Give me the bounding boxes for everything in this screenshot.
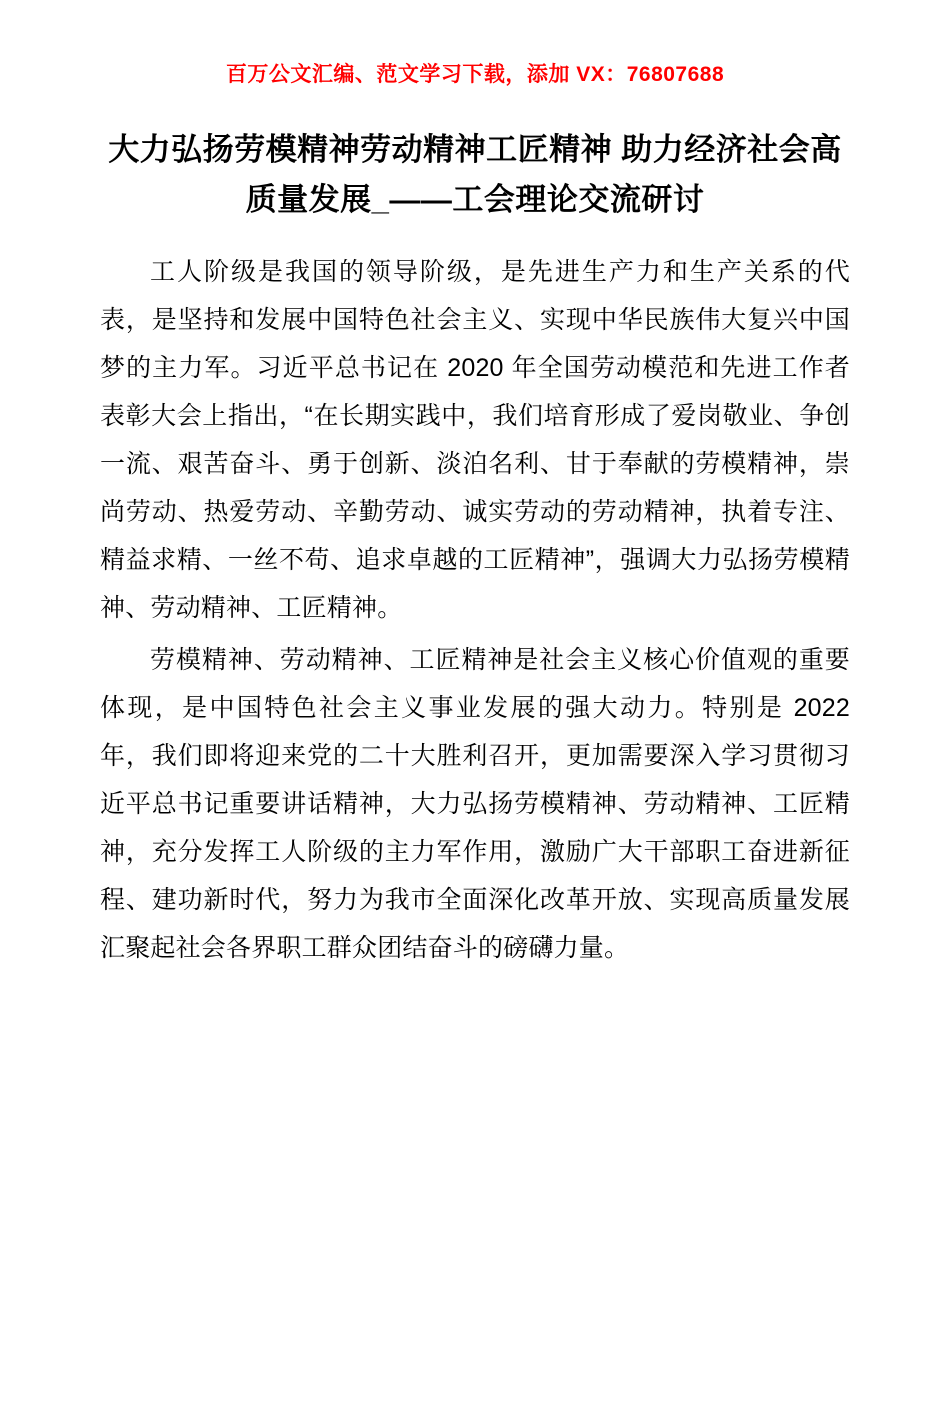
document-page [0, 62, 950, 1406]
document-body [100, 248, 850, 972]
paragraph: 劳模精神、劳动精神、工匠精神是社会主义核心价值观的重要体现，是中国特色社会主义事业发展的强大动力。特别是 2022 年，我们即将迎来党的二十大胜利召开，更加需要深入学习贯彻习近平总书记重要讲话精神，大力弘扬劳模精神、劳动精神、工匠精神，充分发挥工人阶级的主力军作用，激励广大干部职工奋进新征程、建功新时代，努力为我市全面深化改革开放、实现高质量发展汇聚起社会各界职工群众团结奋斗的磅礴力量。 [100, 645, 850, 962]
page-title: 大力弘扬劳模精神劳动精神工匠精神 助力经济社会高质量发展_——工会理论交流研讨 [108, 132, 842, 218]
watermark-banner: 百万公文汇编、范文学习下载，添加 VX：76807688 [225, 63, 725, 86]
paragraph: 工人阶级是我国的领导阶级，是先进生产力和生产关系的代表，是坚持和发展中国特色社会主义、实现中华民族伟大复兴中国梦的主力军。习近平总书记在 2020 年全国劳动模范和先进工作者表彰大会上指出，“在长期实践中，我们培育形成了爱岗敬业、争创一流、艰苦奋斗、勇于创新、淡泊名利、甘于奉献的劳模精神，崇尚劳动、热爱劳动、辛勤劳动、诚实劳动的劳动精神，执着专注、精益求精、一丝不苟、追求卓越的工匠精神”，强调大力弘扬劳模精神、劳动精神、工匠精神。 [100, 257, 850, 622]
